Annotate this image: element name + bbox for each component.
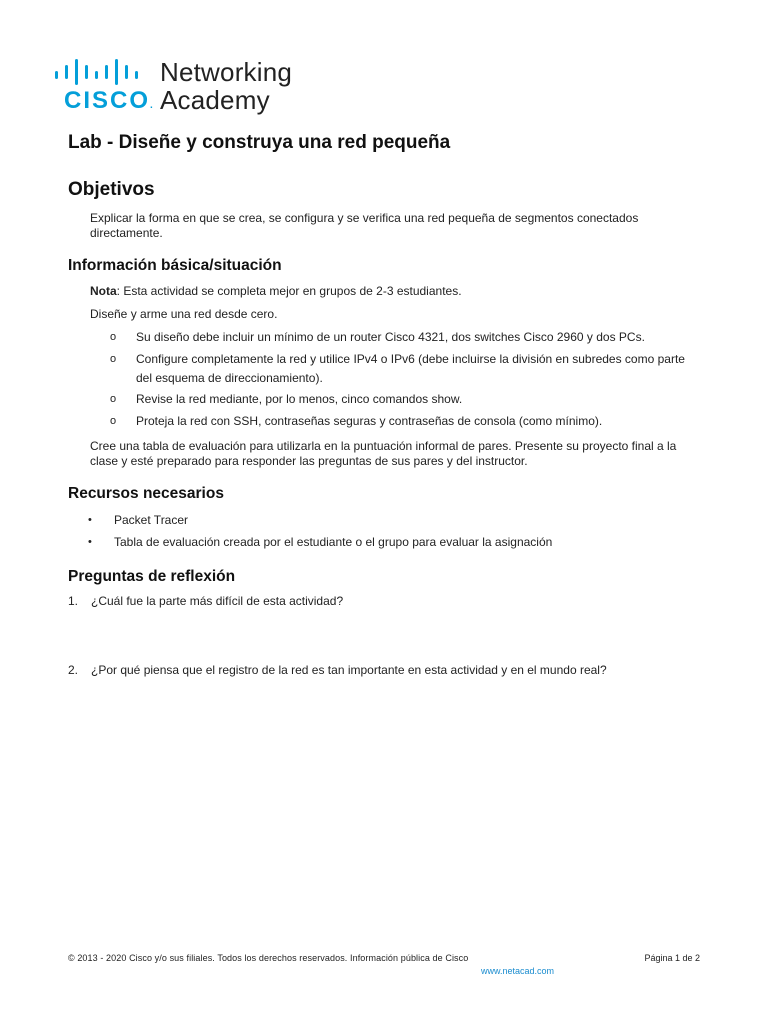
list-item: • Packet Tracer (88, 511, 678, 530)
footer-page-number: Página 1 de 2 (644, 953, 700, 963)
preguntas-heading: Preguntas de reflexión (68, 568, 236, 585)
question-1 (68, 594, 688, 609)
question-text: ¿Cuál fue la parte más difícil de esta actividad? (91, 594, 344, 608)
circle-bullet-icon: o (110, 353, 117, 365)
nota-label: Nota (90, 284, 117, 298)
footer-copyright: © 2013 - 2020 Cisco y/o sus filiales. Todos los derechos reservados. Información pública de Cisco (68, 953, 469, 963)
nota-text: : Esta actividad se completa mejor en grupos de 2-3 estudiantes. (116, 284, 462, 298)
question-text: ¿Por qué piensa que el registro de la red es tan importante en esta actividad y en el mundo real? (91, 663, 607, 677)
list-item: o Revise la red mediante, por lo menos, cinco comandos show. (110, 390, 700, 409)
circle-bullet-icon: o (110, 331, 117, 343)
logo-academy-text: Academy (160, 85, 270, 115)
cisco-bars-icon (54, 59, 146, 85)
cisco-networking-academy-logo (54, 56, 314, 118)
list-item: • Tabla de evaluación creada por el estudiante o el grupo para evaluar la asignación (88, 533, 678, 552)
circle-bullet-icon: o (110, 415, 117, 427)
intro-text: Diseñe y arme una red desde cero. (90, 307, 278, 321)
recursos-heading: Recursos necesarios (68, 485, 224, 502)
objetivos-heading: Objetivos (68, 179, 155, 200)
bullet-icon: • (88, 514, 92, 526)
list-item: o Su diseño debe incluir un mínimo de un router Cisco 4321, dos switches Cisco 2960 y dos PCs. (110, 328, 700, 347)
list-item: o Proteja la red con SSH, contraseñas seguras y contraseñas de consola (como mínimo). (110, 412, 700, 431)
logo-networking-text: Networking (160, 57, 293, 87)
question-number: 2. (68, 663, 79, 677)
nota-paragraph (90, 284, 710, 299)
list-item: o Configure completamente la red y utilice IPv4 o IPv6 (debe incluirse la división en subredes como parte del esquema de direccionamiento). (110, 352, 685, 385)
informacion-heading: Información básica/situación (68, 257, 282, 274)
objetivos-text: Explicar la forma en que se crea, se configura y se verifica una red pequeña de segmentos conectados directamente. (90, 211, 639, 240)
netacad-link[interactable]: www.netacad.com (481, 966, 555, 976)
design-requirements-list (110, 328, 700, 431)
recursos-list (88, 511, 678, 552)
question-2 (68, 663, 688, 678)
closing-text: Cree una tabla de evaluación para utilizarla en la puntuación informal de pares. Presente su proyecto final a la clase y esté preparado para responder las preguntas de sus pares y del instructor. (90, 439, 677, 468)
document-title: Lab - Diseñe y construya una red pequeña (68, 132, 451, 153)
circle-bullet-icon: o (110, 393, 117, 405)
bullet-icon: • (88, 536, 92, 548)
cisco-wordmark: CISCO. (64, 87, 153, 114)
question-number: 1. (68, 594, 79, 608)
